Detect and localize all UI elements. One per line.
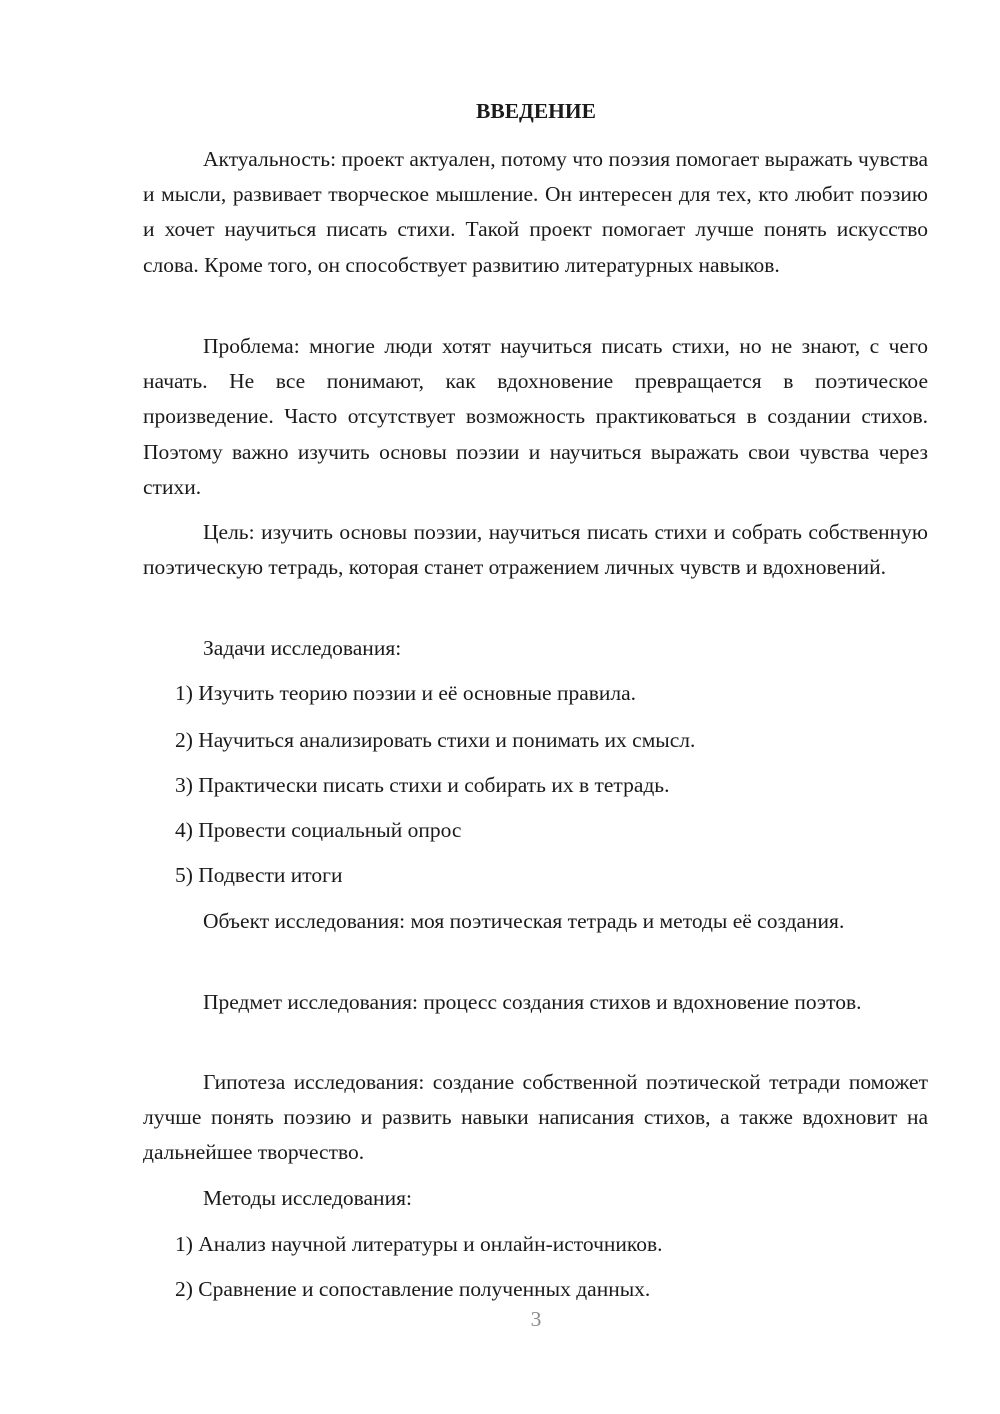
tasks-heading: Задачи исследования:	[203, 636, 402, 660]
paragraph-subject: Предмет исследования: процесс создания стихов и вдохновение поэтов.	[203, 990, 862, 1014]
page-title: ВВЕДЕНИЕ	[476, 99, 596, 123]
page-number: 3	[530, 1307, 542, 1331]
paragraph-hypothesis: Гипотеза исследования: создание собственной поэтической тетради поможет лучше понять поэзию и развить навыки написания стихов, а также вдохновит на дальнейшее творчество.	[143, 1070, 928, 1165]
list-item-task-1: 1) Изучить теорию поэзии и её основные правила.	[175, 681, 637, 705]
list-item-task-4: 4) Провести социальный опрос	[175, 818, 462, 842]
list-item-method-1: 1) Анализ научной литературы и онлайн-источников.	[175, 1232, 663, 1256]
paragraph-problem: Проблема: многие люди хотят научиться писать стихи, но не знают, с чего начать. Не все понимают, как вдохновение превращается в поэтическое произведение. Часто отсутствует возможность практиковаться в создании стихов. Поэтому важно изучить основы поэзии и научиться выражать свои чувства через стихи.	[143, 334, 928, 499]
paragraph-goal: Цель: изучить основы поэзии, научиться писать стихи и собрать собственную поэтическую тетрадь, которая станет отражением личных чувств и вдохновений.	[143, 520, 928, 580]
paragraph-relevance: Актуальность: проект актуален, потому что поэзия помогает выражать чувства и мысли, развивает творческое мышление. Он интересен для тех, кто любит поэзию и хочет научиться писать стихи. Такой проект помогает лучше понять искусство слова. Кроме того, он способствует развитию литературных навыков.	[143, 147, 928, 277]
methods-heading: Методы исследования:	[203, 1186, 412, 1210]
list-item-method-2: 2) Сравнение и сопоставление полученных данных.	[175, 1277, 651, 1301]
list-item-task-3: 3) Практически писать стихи и собирать их в тетрадь.	[175, 773, 670, 797]
list-item-task-2: 2) Научиться анализировать стихи и понимать их смысл.	[175, 728, 696, 752]
paragraph-object: Объект исследования: моя поэтическая тетрадь и методы её создания.	[203, 909, 845, 933]
list-item-task-5: 5) Подвести итоги	[175, 863, 343, 887]
